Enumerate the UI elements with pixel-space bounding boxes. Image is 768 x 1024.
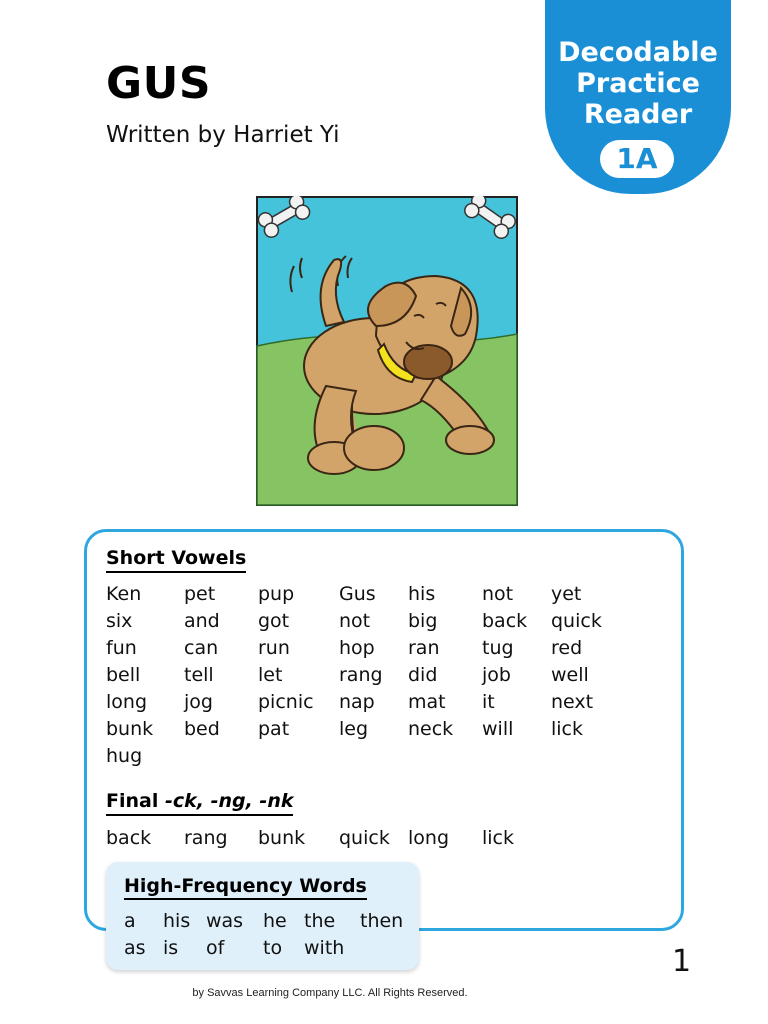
- word: a: [124, 910, 136, 932]
- short-vowels-grid: [106, 583, 666, 772]
- book-title: GUS: [106, 58, 212, 109]
- word: back: [106, 827, 152, 849]
- word: was: [206, 910, 244, 932]
- word: red: [551, 637, 583, 659]
- word: and: [184, 610, 220, 632]
- word: well: [551, 664, 589, 686]
- word: let: [258, 664, 283, 686]
- final-heading-prefix: Final: [106, 790, 165, 812]
- word-row: [106, 745, 666, 772]
- word: got: [258, 610, 290, 632]
- word: bunk: [258, 827, 306, 849]
- word: long: [408, 827, 450, 849]
- word: will: [482, 718, 514, 740]
- copyright-line: by Savvas Learning Company LLC. All Rights Reserved.: [192, 987, 468, 999]
- word: back: [482, 610, 528, 632]
- word: hop: [339, 637, 375, 659]
- word: next: [551, 691, 594, 713]
- word: his: [408, 583, 436, 605]
- word: picnic: [258, 691, 314, 713]
- word: run: [258, 637, 290, 659]
- word: nap: [339, 691, 375, 713]
- word: as: [124, 937, 146, 959]
- word: hug: [106, 745, 143, 767]
- word: job: [482, 664, 511, 686]
- word: yet: [551, 583, 582, 605]
- word: can: [184, 637, 219, 659]
- word-row: [106, 718, 666, 745]
- word-row: [106, 664, 666, 691]
- word: to: [263, 937, 283, 959]
- word: neck: [408, 718, 454, 740]
- word: Gus: [339, 583, 376, 605]
- author-line: Written by Harriet Yi: [106, 122, 340, 148]
- word: not: [339, 610, 371, 632]
- word-row: [106, 583, 666, 610]
- word: bed: [184, 718, 220, 740]
- word: pat: [258, 718, 290, 740]
- word: mat: [408, 691, 446, 713]
- word: tell: [184, 664, 214, 686]
- word-row: [106, 827, 666, 854]
- word: big: [408, 610, 438, 632]
- word: is: [163, 937, 179, 959]
- word-row: [106, 691, 666, 718]
- high-frequency-row: [124, 937, 414, 964]
- word: jog: [184, 691, 213, 713]
- word: pup: [258, 583, 295, 605]
- word: tug: [482, 637, 514, 659]
- word: not: [482, 583, 514, 605]
- word: leg: [339, 718, 369, 740]
- high-frequency-row: [124, 910, 414, 937]
- word: long: [106, 691, 148, 713]
- word: the: [304, 910, 336, 932]
- word: six: [106, 610, 133, 632]
- word: rang: [339, 664, 383, 686]
- word: it: [482, 691, 495, 713]
- word: bell: [106, 664, 141, 686]
- page-number: 1: [672, 944, 692, 979]
- word-row: [106, 610, 666, 637]
- word: did: [408, 664, 438, 686]
- word: bunk: [106, 718, 154, 740]
- high-frequency-heading: High-Frequency Words: [124, 875, 367, 900]
- badge-line-1: Decodable: [558, 37, 718, 68]
- cover-illustration: [256, 196, 518, 506]
- word: rang: [184, 827, 228, 849]
- final-heading: [106, 790, 293, 816]
- short-vowels-heading: Short Vowels: [106, 547, 246, 573]
- word: ran: [408, 637, 440, 659]
- word: with: [304, 937, 345, 959]
- badge-line-3: Reader: [583, 99, 693, 130]
- final-words-row: [106, 827, 666, 854]
- word: he: [263, 910, 287, 932]
- word: lick: [551, 718, 584, 740]
- word: fun: [106, 637, 137, 659]
- word: pet: [184, 583, 216, 605]
- word: of: [206, 937, 225, 959]
- word: Ken: [106, 583, 142, 605]
- word: his: [163, 910, 191, 932]
- word: then: [360, 910, 404, 932]
- badge-level: 1A: [600, 140, 674, 178]
- word-row: [106, 637, 666, 664]
- badge-line-2: Practice: [576, 68, 700, 99]
- word: quick: [339, 827, 390, 849]
- word: quick: [551, 610, 602, 632]
- final-heading-endings: -ck, -ng, -nk: [164, 790, 294, 812]
- high-frequency-grid: [124, 910, 414, 964]
- word: lick: [482, 827, 515, 849]
